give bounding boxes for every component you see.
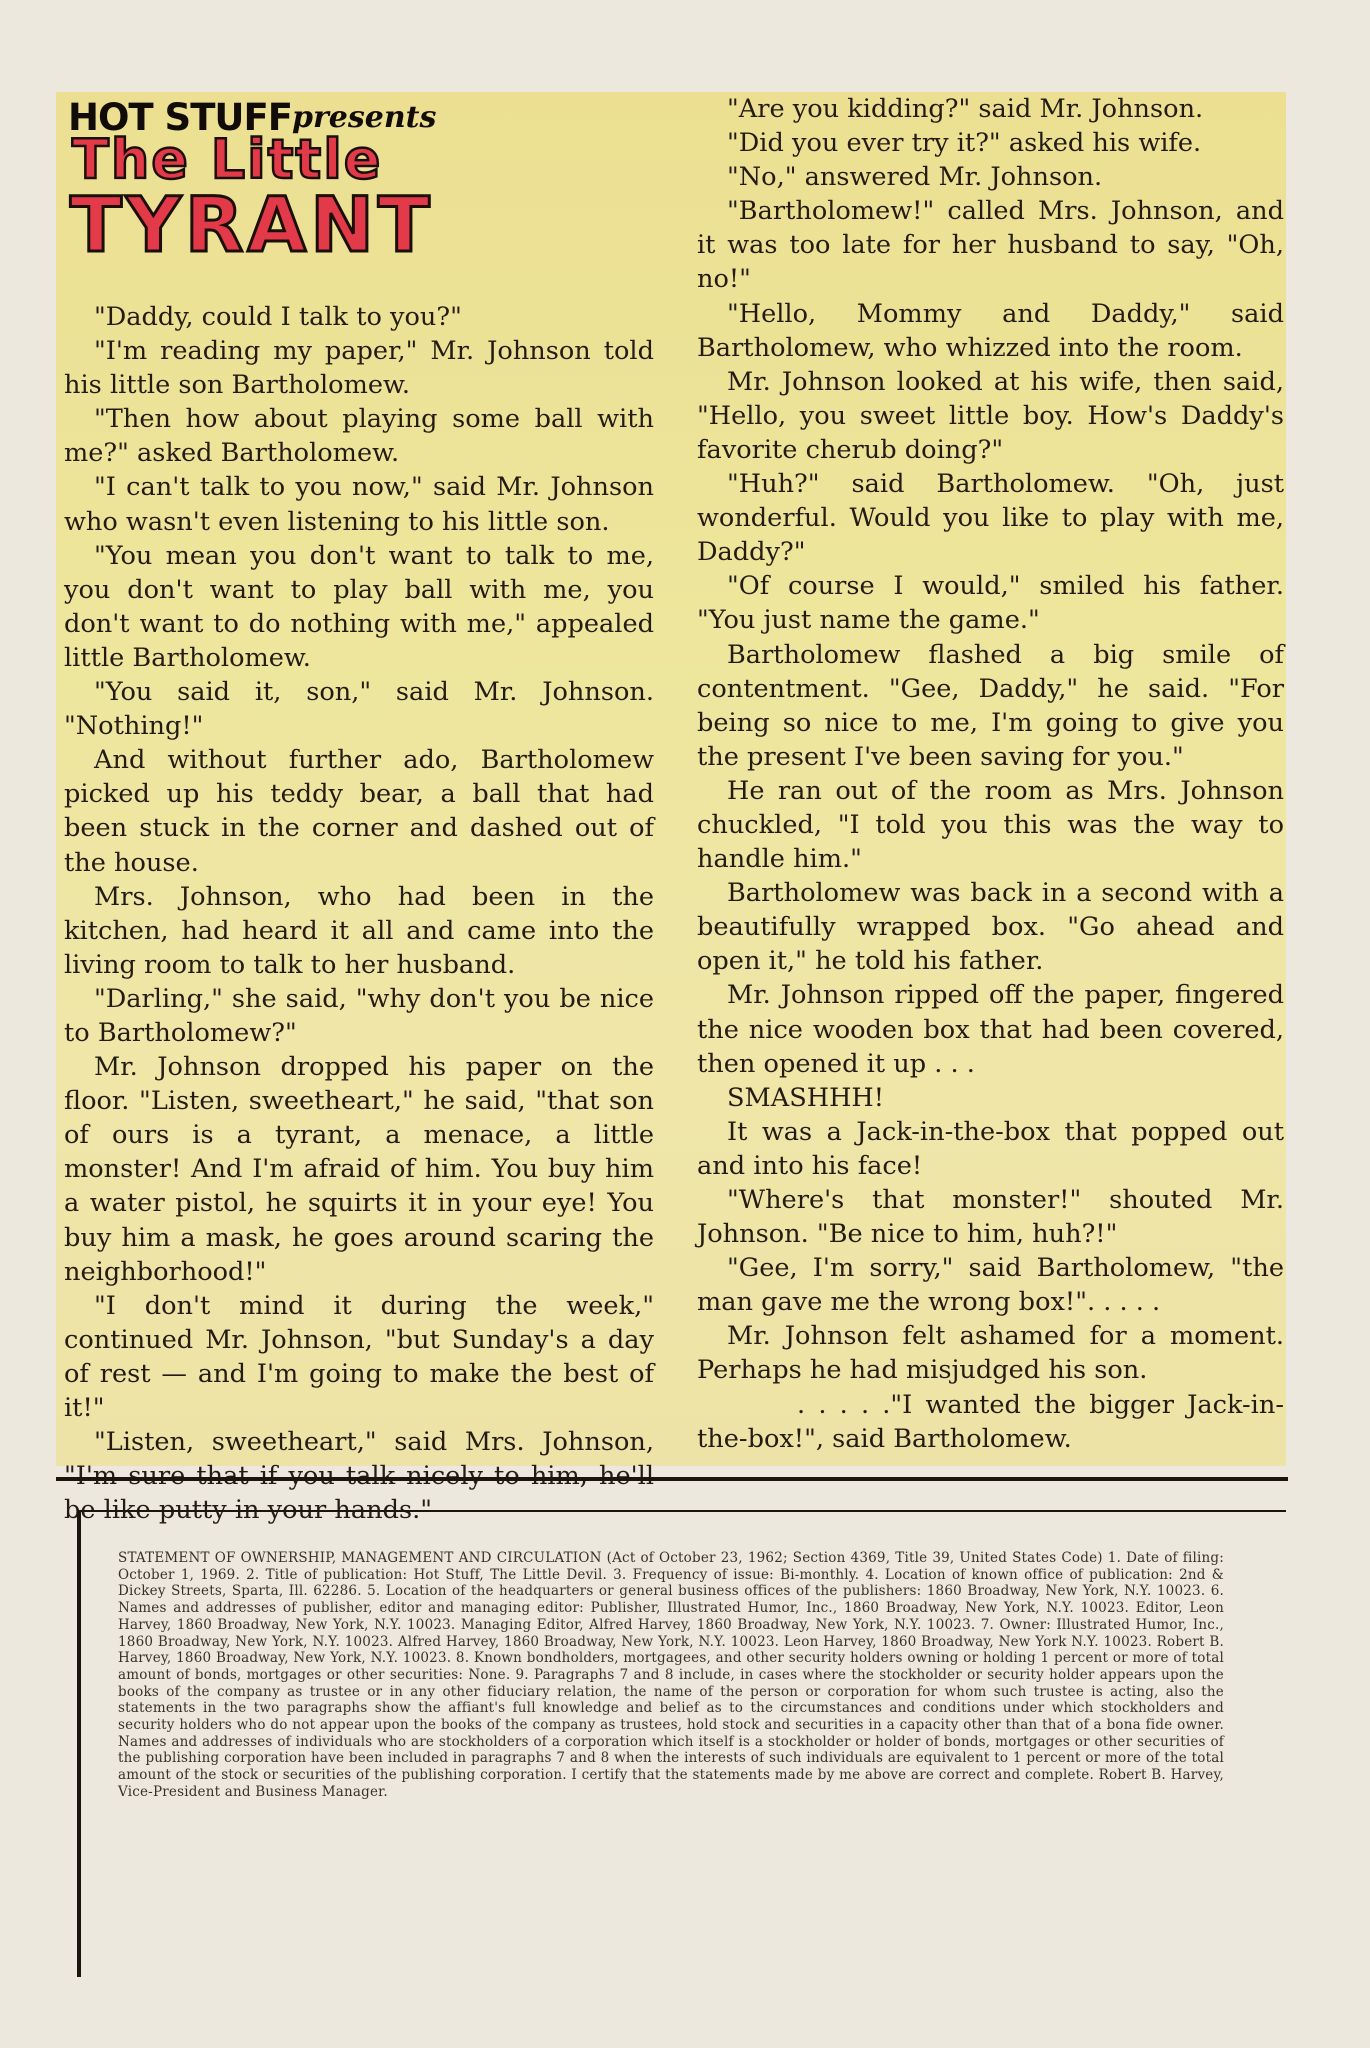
- paragraph: "Darling," she said, "why don't you be nice to Bartholomew?": [64, 983, 654, 1048]
- paragraph: "Listen, sweetheart," said Mrs. Johnson, be like putty in your hands.": [64, 1427, 654, 1526]
- paragraph: And without further ado, Bartholomew picked up his teddy bear, a ball that had been stuck in the corner and dashed out of the house.: [64, 745, 654, 878]
- paragraph: SMASHHH!: [727, 1082, 884, 1113]
- section-divider: [56, 1477, 1288, 1481]
- paragraph: "I can't talk to you now," said Mr. Johnson who wasn't even listening to his little son.: [64, 472, 654, 537]
- brand-logo-text: HOT STUFF: [68, 96, 293, 139]
- paragraph: "You mean you don't want to talk to me, you don't want to play ball with me, you don't want to do nothing with me," appealed little Bartholomew.: [64, 540, 654, 673]
- paragraph: "I don't mind it during the week," continued Mr. Johnson, "but Sunday's a day of rest — and I'm going to make the best of it!": [64, 1290, 654, 1423]
- paragraph: "Hello, Mommy and Daddy," said Bartholomew, who whizzed into the room.: [697, 298, 1284, 363]
- paragraph: Mr. Johnson looked at his wife, then said, "Hello, you sweet little boy. How's Daddy's favorite cherub doing?": [697, 366, 1284, 465]
- paragraph: Mr. Johnson ripped off the paper, fingered the nice wooden box that had been covered, then opened it up . . .: [697, 980, 1284, 1079]
- paragraph: Bartholomew flashed a big smile of contentment. "Gee, Daddy," he said. "For being so nice to me, I'm going to give you the present I've been saving for you.": [697, 639, 1284, 772]
- paragraph: It was a Jack-in-the-box that popped out and into his face!: [697, 1116, 1284, 1181]
- story-left-column: [64, 300, 654, 1527]
- paragraph: He ran out of the room as Mrs. Johnson chuckled, "I told you this was the way to handle him.": [697, 775, 1284, 875]
- title-line-2: TYRANT: [70, 180, 434, 269]
- paragraph: "Where's that monster!" shouted Mr. Johnson. "Be nice to him, huh?!": [697, 1185, 1284, 1250]
- presents-text: presents: [292, 100, 437, 135]
- paragraph: . . . . ."I wanted the bigger Jack-in-the-box!", said Bartholomew.: [697, 1389, 1284, 1454]
- paragraph: "Gee, I'm sorry," said Bartholomew, "the man gave me the wrong box!". . . . .: [697, 1253, 1284, 1318]
- paragraph: "Of course I would," smiled his father. "You just name the game.": [697, 571, 1284, 636]
- paragraph: Bartholomew was back in a second with a beautifully wrapped box. "Go ahead and open it," he told his father.: [697, 878, 1284, 977]
- paragraph: Mr. Johnson dropped his paper on the floor. "Listen, sweetheart," he said, "that son of ours is a tyrant, a menace, a little monster! And I'm afraid of him. You buy him a water pistol, he squirts it in your eye! You buy him a mask, he goes around scaring the neighborhood!": [64, 1052, 654, 1287]
- paragraph: "You said it, son," said Mr. Johnson. "Nothing!": [64, 677, 654, 742]
- paragraph: Mr. Johnson felt ashamed for a moment. Perhaps he had misjudged his son.: [697, 1321, 1284, 1386]
- paragraph: "Are you kidding?" said Mr. Johnson.: [727, 94, 1204, 124]
- paragraph: "I'm reading my paper," Mr. Johnson told his little son Bartholomew.: [64, 336, 654, 401]
- paragraph: Mrs. Johnson, who had been in the kitchen, had heard it all and came into the living room to talk to her husband.: [64, 881, 654, 980]
- story-header: [64, 96, 584, 269]
- paragraph: "Then how about playing some ball with me?" asked Bartholomew.: [64, 404, 654, 469]
- paragraph: "Bartholomew!" called Mrs. Johnson, and it was too late for her husband to say, "Oh, no!": [697, 196, 1284, 295]
- paragraph: "Daddy, could I talk to you?": [94, 302, 462, 332]
- story-right-column: [697, 92, 1284, 1456]
- title-line-1: The Little: [72, 128, 383, 191]
- paragraph: "Huh?" said Bartholomew. "Oh, just wonderful. Would you like to play with me, Daddy?": [697, 469, 1284, 568]
- paragraph: "No," answered Mr. Johnson.: [727, 162, 1103, 193]
- statement-of-ownership: STATEMENT OF OWNERSHIP, MANAGEMENT AND CIRCULATION (Act of October 23, 1962; Section 4369, Title 39, United States Code) 1. Date of filing: October 1, 1969. 2. Title of publication: Hot Stuff, The Little Devil. 3. Frequency of issue: Bi-monthly. 4. Location of known office of publication: 2nd & Dickey Streets, Sparta, Ill. 62286. 5. Location of the headquarters or general business offices of the publishers: 1860 Broadway, New York, N.Y. 10023. 6. Names and addresses of publisher, editor and managing editor: Publisher, Illustrated Humor, Inc., 1860 Broadway, New York, N.Y. 10023. Editor, Leon Harvey, 1860 Broadway, New York, N.Y. 10023. Managing Editor, Alfred Harvey, 1860 Broadway, New York, N.Y. 10023. 7. Owner: Illustrated Humor, Inc., 1860 Broadway, New York, N.Y. 10023. Alfred Harvey, 1860 Broadway, New York, N.Y. 10023. Leon Harvey, 1860 Broadway, New York N.Y. 10023. Robert B. Harvey, 1860 Broadway, New York, N.Y. 10023. 8. Known bondholders, mortgagees, and other security holders owning or holding 1 percent or more of total amount of bonds, mortgages or other securities: None. 9. Paragraphs 7 and 8 include, in cases where the stockholder or security holder appears upon the books of the company as trustee or in any other fiduciary relation, the name of the person or corporation for whom such trustee is acting, also the statements in the two paragraphs show the affiant's full knowledge and belief as to the circumstances and conditions under which stockholders and security holders who do not appear upon the books of the company as trustees, hold stock and securities in a capacity other than that of a bona fide owner. Names and addresses of individuals who are stockholders of a corporation which itself is a stockholder or holder of bonds, mortgages or other securities of the publishing corporation have been included in paragraphs 7 and 8 when the interests of such individuals are equivalent to 1 percent or more of the total amount of the stock or securities of the publishing corporation. I certify that the statements made by me above are correct and complete. Robert B. Harvey, Vice-President and Business Manager.: [118, 1550, 1224, 1800]
- paragraph: "Did you ever try it?" asked his wife.: [727, 128, 1202, 159]
